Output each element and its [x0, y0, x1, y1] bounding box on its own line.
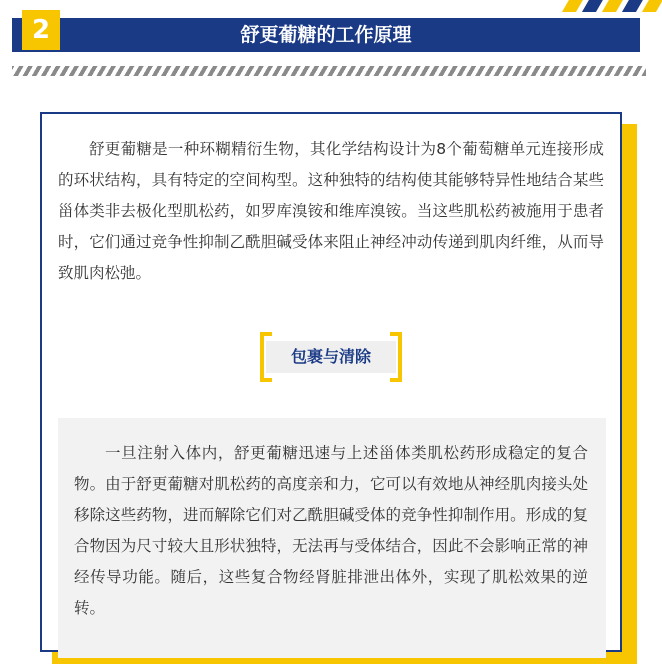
section-header-bar: [12, 18, 640, 52]
corner-stripes-decoration: [542, 0, 662, 12]
subheading-label: 包裹与清除: [290, 347, 371, 366]
section-number-badge: [22, 10, 60, 50]
binding-paragraph: 一旦注射入体内，舒更葡糖迅速与上述甾体类肌松药形成稳定的复合物。由于舒更葡糖对肌松药的高度亲和力，它可以有效地从神经肌肉接头处移除这些药物，进而解除它们对乙酰胆碱受体的竞争性抑制作用。形成的复合物因为尺寸较大且形状独特，无法再与受体结合，因此不会影响正常的神经传导功能。随后，这些复合物经肾脏排泄出体外，实现了肌松效果的逆转。: [74, 444, 588, 617]
highlight-panel: [58, 418, 606, 658]
content-card: [40, 112, 622, 652]
section-title: 舒更葡糖的工作原理: [240, 24, 412, 46]
section-number: 2: [31, 15, 51, 45]
subheading: [260, 332, 402, 382]
hatched-divider: [12, 66, 646, 76]
intro-paragraph: 舒更葡糖是一种环糊精衍生物，其化学结构设计为8个葡萄糖单元连接形成的环状结构，具有特定的空间构型。这种独特的结构使其能够特异性地结合某些甾体类非去极化型肌松药，如罗库溴铵和维库溴铵。当这些肌松药被施用于患者时，它们通过竞争性抑制乙酰胆碱受体来阻止神经冲动传递到肌肉纤维，从而导致肌肉松弛。: [58, 140, 604, 282]
